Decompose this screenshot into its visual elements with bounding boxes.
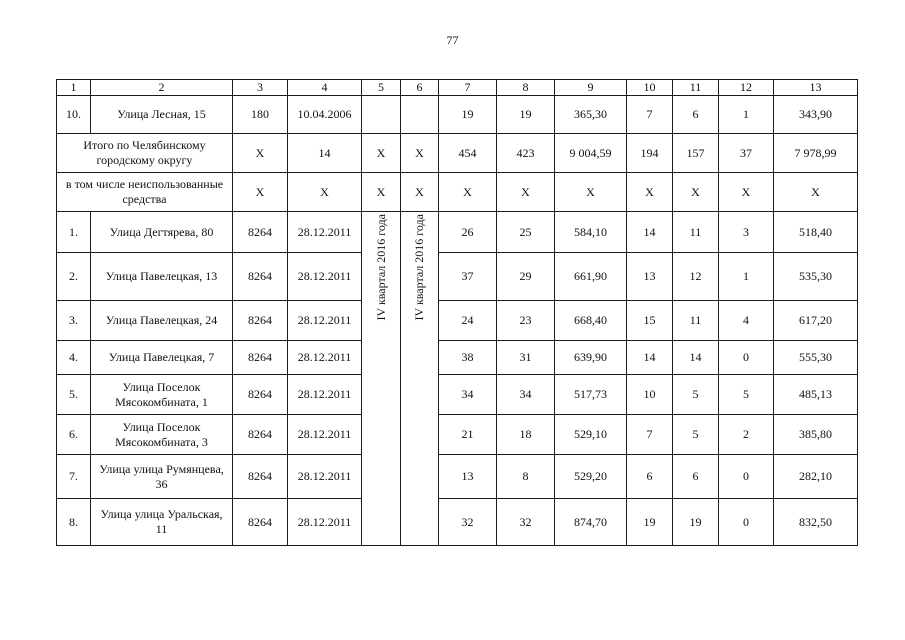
table-cell: 832,50 (774, 499, 858, 546)
table-cell: 7 978,99 (774, 134, 858, 173)
address-cell: Улица Павелецкая, 7 (91, 341, 233, 375)
table-cell: 194 (627, 134, 673, 173)
column-number: 12 (719, 80, 774, 96)
table-cell: 13 (439, 455, 497, 499)
date-cell: 28.12.2011 (288, 253, 362, 301)
total-label: Итого по Челябинскому городскому округу (57, 134, 233, 173)
table-cell: 343,90 (774, 96, 858, 134)
row-number: 8. (57, 499, 91, 546)
table-row (57, 375, 858, 415)
table-cell: 6 (627, 455, 673, 499)
table-cell: 19 (497, 96, 555, 134)
table-cell: 518,40 (774, 212, 858, 253)
table-row (57, 499, 858, 546)
page-number: 77 (446, 33, 459, 47)
table-cell (401, 96, 439, 134)
address-cell: Улица Павелецкая, 13 (91, 253, 233, 301)
table-cell: 12 (673, 253, 719, 301)
date-cell: 28.12.2011 (288, 415, 362, 455)
table-cell: 29 (497, 253, 555, 301)
table-cell: 4 (719, 301, 774, 341)
column-number: 7 (439, 80, 497, 96)
table-cell: 5 (673, 415, 719, 455)
table-row (57, 96, 858, 134)
table-cell: 9 004,59 (555, 134, 627, 173)
table-cell: 5 (673, 375, 719, 415)
row-number: 1. (57, 212, 91, 253)
table-cell: 14 (627, 341, 673, 375)
table-cell: 8 (497, 455, 555, 499)
row-number: 6. (57, 415, 91, 455)
table-cell: 19 (673, 499, 719, 546)
date-cell: 10.04.2006 (288, 96, 362, 134)
table-cell: 8264 (233, 415, 288, 455)
quarter-cell-col6 (401, 212, 439, 546)
table-cell: 0 (719, 455, 774, 499)
column-number-row (57, 80, 858, 96)
unused-funds-row (57, 173, 858, 212)
table-cell: 19 (439, 96, 497, 134)
table-cell: 485,13 (774, 375, 858, 415)
table-cell: Х (673, 173, 719, 212)
table-cell: 37 (719, 134, 774, 173)
table-cell: 13 (627, 253, 673, 301)
table-row (57, 455, 858, 499)
table-cell: 8264 (233, 499, 288, 546)
column-number: 5 (362, 80, 401, 96)
table-cell: Х (233, 173, 288, 212)
table-cell: 26 (439, 212, 497, 253)
table-cell: 7 (627, 96, 673, 134)
date-cell: 28.12.2011 (288, 375, 362, 415)
table-cell: 555,30 (774, 341, 858, 375)
date-cell: 28.12.2011 (288, 301, 362, 341)
table-cell: 14 (627, 212, 673, 253)
table-cell: 21 (439, 415, 497, 455)
housing-table (56, 79, 858, 546)
table-cell (362, 96, 401, 134)
quarter-label: IV квартал 2016 года (373, 214, 388, 321)
table-cell: 38 (439, 341, 497, 375)
table-cell: 11 (673, 212, 719, 253)
table-cell: 6 (673, 455, 719, 499)
table-cell: 6 (673, 96, 719, 134)
column-number: 6 (401, 80, 439, 96)
row-number: 3. (57, 301, 91, 341)
table-cell: 0 (719, 341, 774, 375)
row-number: 4. (57, 341, 91, 375)
table-cell: 8264 (233, 301, 288, 341)
table-cell: 14 (288, 134, 362, 173)
table-cell: Х (362, 173, 401, 212)
column-number: 2 (91, 80, 233, 96)
table-cell: 385,80 (774, 415, 858, 455)
date-cell: 28.12.2011 (288, 212, 362, 253)
table-cell: 874,70 (555, 499, 627, 546)
table-cell: 7 (627, 415, 673, 455)
table-cell: 529,20 (555, 455, 627, 499)
table-cell: 423 (497, 134, 555, 173)
table-row (57, 415, 858, 455)
table-cell: Х (401, 134, 439, 173)
table-cell: 34 (439, 375, 497, 415)
total-row (57, 134, 858, 173)
table-cell: 23 (497, 301, 555, 341)
table-cell: 0 (719, 499, 774, 546)
address-cell: Улица Дегтярева, 80 (91, 212, 233, 253)
table-cell: 529,10 (555, 415, 627, 455)
table-cell: 365,30 (555, 96, 627, 134)
table-cell: 639,90 (555, 341, 627, 375)
date-cell: 28.12.2011 (288, 499, 362, 546)
table-cell: 517,73 (555, 375, 627, 415)
address-cell: Улица Павелецкая, 24 (91, 301, 233, 341)
row-number: 5. (57, 375, 91, 415)
table-cell: 32 (497, 499, 555, 546)
table-cell: 37 (439, 253, 497, 301)
address-cell: Улица Поселок Мясокомбината, 1 (91, 375, 233, 415)
table-cell: 617,20 (774, 301, 858, 341)
table-cell: 8264 (233, 253, 288, 301)
table-cell: 282,10 (774, 455, 858, 499)
table-cell: 180 (233, 96, 288, 134)
table-cell: Х (555, 173, 627, 212)
quarter-label: IV квартал 2016 года (412, 214, 426, 321)
column-number: 9 (555, 80, 627, 96)
table-cell: 157 (673, 134, 719, 173)
table-cell: 1 (719, 96, 774, 134)
table-cell: 584,10 (555, 212, 627, 253)
table-cell: Х (774, 173, 858, 212)
table-cell: 14 (673, 341, 719, 375)
table-cell: 8264 (233, 341, 288, 375)
table-cell: 535,30 (774, 253, 858, 301)
table-cell: 8264 (233, 375, 288, 415)
table-cell: Х (233, 134, 288, 173)
unused-funds-label: в том числе неиспользованные средства (57, 173, 233, 212)
table-row (57, 212, 858, 253)
quarter-cell-col5 (362, 212, 401, 546)
date-cell: 28.12.2011 (288, 455, 362, 499)
table-cell: 10 (627, 375, 673, 415)
column-number: 11 (673, 80, 719, 96)
table-cell: 34 (497, 375, 555, 415)
table-cell: 8264 (233, 212, 288, 253)
table-cell: 11 (673, 301, 719, 341)
table-cell: 3 (719, 212, 774, 253)
table-cell: 8264 (233, 455, 288, 499)
column-number: 1 (57, 80, 91, 96)
table-cell: 31 (497, 341, 555, 375)
address-cell: Улица улица Уральская, 11 (91, 499, 233, 546)
table-cell: 15 (627, 301, 673, 341)
table-cell: Х (719, 173, 774, 212)
table-cell: 5 (719, 375, 774, 415)
table-row (57, 341, 858, 375)
table-cell: 24 (439, 301, 497, 341)
table-cell: 19 (627, 499, 673, 546)
table-row (57, 253, 858, 301)
row-number: 10. (57, 96, 91, 134)
table-cell: 661,90 (555, 253, 627, 301)
table-cell: 454 (439, 134, 497, 173)
table-cell: Х (497, 173, 555, 212)
date-cell: 28.12.2011 (288, 341, 362, 375)
table-cell: 668,40 (555, 301, 627, 341)
table-cell: Х (288, 173, 362, 212)
table-cell: Х (401, 173, 439, 212)
table-cell: Х (627, 173, 673, 212)
table-cell: 1 (719, 253, 774, 301)
address-cell: Улица улица Румянцева, 36 (91, 455, 233, 499)
address-cell: Улица Поселок Мясокомбината, 3 (91, 415, 233, 455)
address-cell: Улица Лесная, 15 (91, 96, 233, 134)
table-cell: Х (439, 173, 497, 212)
table-cell: 25 (497, 212, 555, 253)
table-cell: 2 (719, 415, 774, 455)
table-cell: 32 (439, 499, 497, 546)
table-cell: Х (362, 134, 401, 173)
column-number: 3 (233, 80, 288, 96)
column-number: 10 (627, 80, 673, 96)
column-number: 4 (288, 80, 362, 96)
column-number: 13 (774, 80, 858, 96)
row-number: 7. (57, 455, 91, 499)
table-row (57, 301, 858, 341)
row-number: 2. (57, 253, 91, 301)
column-number: 8 (497, 80, 555, 96)
table-cell: 18 (497, 415, 555, 455)
